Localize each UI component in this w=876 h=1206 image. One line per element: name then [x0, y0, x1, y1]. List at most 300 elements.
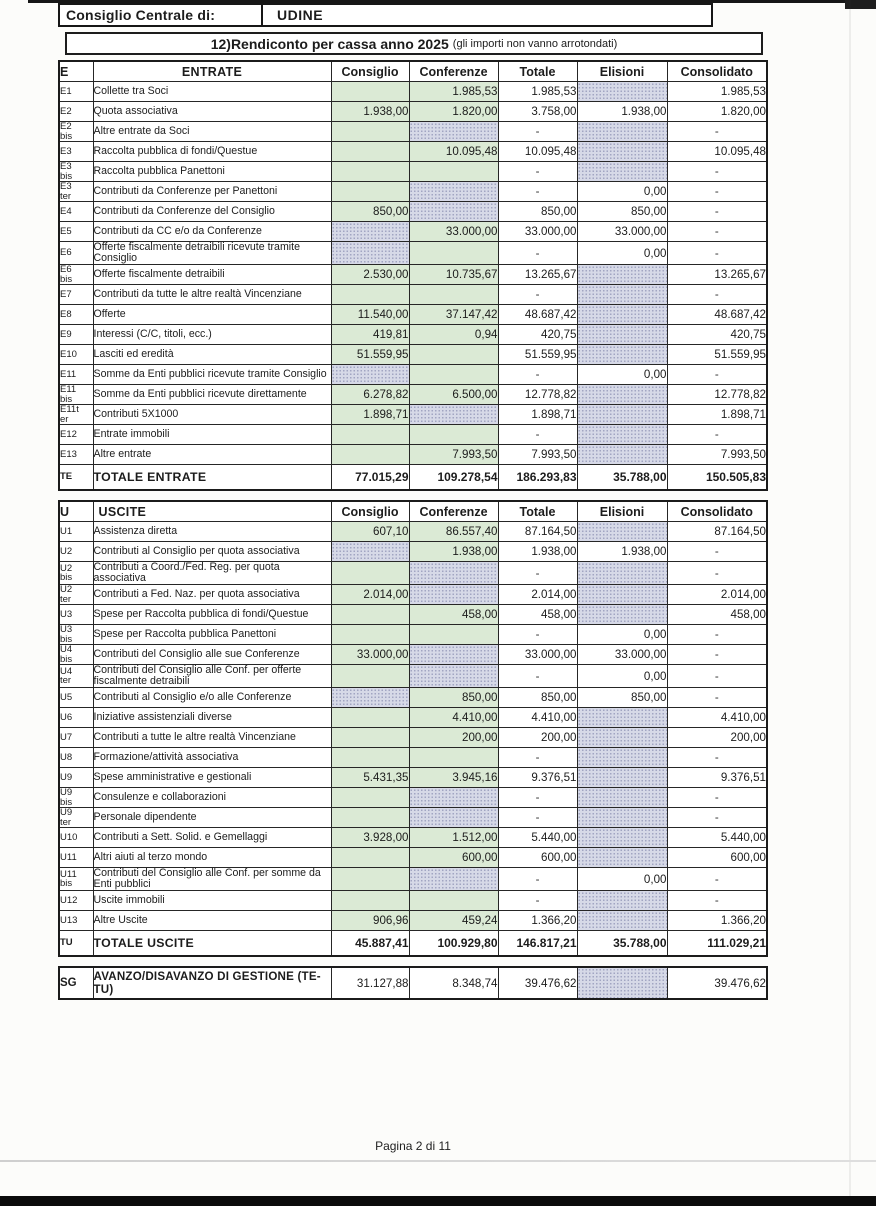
cell-consiglio — [331, 748, 409, 768]
cell-consolidato: 9.376,51 — [667, 768, 767, 788]
row-label: Contributi a Sett. Solid. e Gemellaggi — [93, 828, 331, 848]
cell-consiglio — [331, 788, 409, 808]
table-row-e4 — [59, 202, 767, 222]
cell-conferenze — [409, 162, 498, 182]
table-row-e11t-er — [59, 405, 767, 425]
cell-conferenze — [409, 748, 498, 768]
row-label: Quota associativa — [93, 102, 331, 122]
cell-consiglio — [331, 445, 409, 465]
row-code: U9 ter — [59, 808, 93, 828]
table-row-e3-ter — [59, 182, 767, 202]
cell-consolidato: - — [667, 891, 767, 911]
cell-consiglio — [331, 808, 409, 828]
cell-conferenze: 109.278,54 — [409, 465, 498, 491]
entrate-table — [58, 60, 768, 491]
cell-totale: - — [498, 891, 577, 911]
org-header-box — [58, 3, 713, 27]
column-header-totale: Totale — [498, 501, 577, 522]
cell-conferenze — [409, 285, 498, 305]
row-code: E3 — [59, 142, 93, 162]
cell-conferenze — [409, 405, 498, 425]
row-label: Offerte — [93, 305, 331, 325]
table-row-e7 — [59, 285, 767, 305]
cell-totale: - — [498, 242, 577, 265]
cell-totale: 600,00 — [498, 848, 577, 868]
cell-consiglio: 31.127,88 — [331, 967, 409, 999]
cell-consiglio: 850,00 — [331, 202, 409, 222]
cell-conferenze: 0,94 — [409, 325, 498, 345]
org-value: UDINE — [277, 7, 324, 23]
cell-conferenze: 459,24 — [409, 911, 498, 931]
total-row-tu — [59, 931, 767, 957]
row-label: Altre entrate — [93, 445, 331, 465]
cell-conferenze — [409, 788, 498, 808]
cell-totale: - — [498, 788, 577, 808]
row-label: Offerte fiscalmente detraibili ricevute tramite Consiglio — [93, 242, 331, 265]
column-header-elisioni: Elisioni — [577, 501, 667, 522]
row-label: Interessi (C/C, titoli, ecc.) — [93, 325, 331, 345]
cell-conferenze — [409, 365, 498, 385]
row-code: U12 — [59, 891, 93, 911]
table-row-u10 — [59, 828, 767, 848]
row-code: SG — [59, 967, 93, 999]
cell-conferenze — [409, 645, 498, 665]
cell-consolidato: 7.993,50 — [667, 445, 767, 465]
cell-consiglio — [331, 242, 409, 265]
cell-consiglio — [331, 122, 409, 142]
cell-elisioni: 35.788,00 — [577, 465, 667, 491]
cell-consiglio: 6.278,82 — [331, 385, 409, 405]
table-row-e6-bis — [59, 265, 767, 285]
table-row-u7 — [59, 728, 767, 748]
cell-consolidato: 420,75 — [667, 325, 767, 345]
cell-totale: 186.293,83 — [498, 465, 577, 491]
row-code: E6 bis — [59, 265, 93, 285]
row-code: E1 — [59, 82, 93, 102]
cell-elisioni — [577, 748, 667, 768]
cell-conferenze: 458,00 — [409, 605, 498, 625]
column-header-consiglio: Consiglio — [331, 501, 409, 522]
column-header-consiglio: Consiglio — [331, 61, 409, 82]
cell-elisioni — [577, 265, 667, 285]
row-label: Spese amministrative e gestionali — [93, 768, 331, 788]
cell-conferenze — [409, 562, 498, 585]
row-code: U3 — [59, 605, 93, 625]
cell-totale: 51.559,95 — [498, 345, 577, 365]
cell-elisioni — [577, 828, 667, 848]
cell-consolidato: 48.687,42 — [667, 305, 767, 325]
row-label: Contributi a tutte le altre realtà Vincenziane — [93, 728, 331, 748]
cell-totale: - — [498, 625, 577, 645]
cell-consiglio — [331, 688, 409, 708]
cell-consolidato: 4.410,00 — [667, 708, 767, 728]
cell-consolidato: 2.014,00 — [667, 585, 767, 605]
cell-consolidato: 1.898,71 — [667, 405, 767, 425]
row-label: TOTALE USCITE — [93, 931, 331, 957]
table-row-sg — [59, 967, 767, 999]
table-row-e3 — [59, 142, 767, 162]
cell-conferenze — [409, 891, 498, 911]
cell-totale: 2.014,00 — [498, 585, 577, 605]
row-code: U4 ter — [59, 665, 93, 688]
cell-totale: 5.440,00 — [498, 828, 577, 848]
row-label: Iniziative assistenziali diverse — [93, 708, 331, 728]
cell-consiglio — [331, 665, 409, 688]
cell-consiglio: 2.014,00 — [331, 585, 409, 605]
cell-consolidato: - — [667, 122, 767, 142]
row-code: U6 — [59, 708, 93, 728]
row-code: U3 bis — [59, 625, 93, 645]
cell-elisioni — [577, 562, 667, 585]
cell-totale: 10.095,48 — [498, 142, 577, 162]
report-title-note: (gli importi non vanno arrotondati) — [452, 37, 618, 50]
cell-consiglio: 906,96 — [331, 911, 409, 931]
cell-totale: 458,00 — [498, 605, 577, 625]
table-row-e11 — [59, 365, 767, 385]
row-label: Somme da Enti pubblici ricevute tramite Consiglio — [93, 365, 331, 385]
report-title: 12)Rendiconto per cassa anno 2025 — [210, 35, 449, 52]
row-label: Formazione/attività associativa — [93, 748, 331, 768]
uscite-section-header: USCITE — [93, 501, 331, 522]
total-row-te — [59, 465, 767, 491]
table-row-e1 — [59, 82, 767, 102]
cell-elisioni — [577, 808, 667, 828]
row-label: Contributi al Consiglio e/o alle Conferenze — [93, 688, 331, 708]
row-code: E2 bis — [59, 122, 93, 142]
cell-elisioni: 1.938,00 — [577, 102, 667, 122]
row-label: Contributi da tutte le altre realtà Vincenziane — [93, 285, 331, 305]
cell-consiglio: 607,10 — [331, 522, 409, 542]
org-label: Consiglio Centrale di: — [66, 7, 216, 23]
row-label: Contributi a Fed. Naz. per quota associativa — [93, 585, 331, 605]
row-code: E2 — [59, 102, 93, 122]
cell-elisioni — [577, 142, 667, 162]
cell-conferenze: 8.348,74 — [409, 967, 498, 999]
cell-consolidato: - — [667, 425, 767, 445]
cell-conferenze — [409, 122, 498, 142]
cell-totale: 1.938,00 — [498, 542, 577, 562]
cell-consiglio — [331, 182, 409, 202]
row-code: E5 — [59, 222, 93, 242]
table-row-e6 — [59, 242, 767, 265]
table-row-u13 — [59, 911, 767, 931]
cell-consolidato: - — [667, 645, 767, 665]
cell-elisioni — [577, 911, 667, 931]
cell-conferenze: 1.985,53 — [409, 82, 498, 102]
cell-consiglio — [331, 142, 409, 162]
cell-elisioni: 0,00 — [577, 242, 667, 265]
cell-totale: 7.993,50 — [498, 445, 577, 465]
cell-consolidato: - — [667, 688, 767, 708]
row-label: AVANZO/DISAVANZO DI GESTIONE (TE-TU) — [93, 967, 331, 999]
row-label: Contributi del Consiglio alle Conf. per somme da Enti pubblici — [93, 868, 331, 891]
cell-consolidato: - — [667, 788, 767, 808]
cell-conferenze: 100.929,80 — [409, 931, 498, 957]
cell-conferenze: 1.820,00 — [409, 102, 498, 122]
cell-totale: - — [498, 808, 577, 828]
cell-elisioni — [577, 285, 667, 305]
cell-conferenze — [409, 585, 498, 605]
cell-conferenze — [409, 182, 498, 202]
row-label: Collette tra Soci — [93, 82, 331, 102]
cell-elisioni — [577, 405, 667, 425]
cell-consiglio — [331, 848, 409, 868]
row-label: Entrate immobili — [93, 425, 331, 445]
row-label: Altri aiuti al terzo mondo — [93, 848, 331, 868]
cell-consolidato: - — [667, 868, 767, 891]
cell-elisioni: 0,00 — [577, 365, 667, 385]
table-row-u3-bis — [59, 625, 767, 645]
row-code: U2 — [59, 542, 93, 562]
cell-elisioni — [577, 768, 667, 788]
table-row-e2-bis — [59, 122, 767, 142]
cell-consiglio — [331, 891, 409, 911]
cell-conferenze — [409, 345, 498, 365]
table-row-u5 — [59, 688, 767, 708]
cell-consiglio — [331, 868, 409, 891]
row-label: Contributi del Consiglio alle Conf. per offerte fiscalmente detraibili — [93, 665, 331, 688]
cell-totale: 4.410,00 — [498, 708, 577, 728]
cell-elisioni — [577, 325, 667, 345]
cell-consolidato: - — [667, 625, 767, 645]
page-number: Pagina 2 di 11 — [375, 1139, 451, 1153]
cell-elisioni: 850,00 — [577, 688, 667, 708]
cell-elisioni — [577, 162, 667, 182]
row-label: Lasciti ed eredità — [93, 345, 331, 365]
row-code: E12 — [59, 425, 93, 445]
cell-consolidato: - — [667, 182, 767, 202]
cell-elisioni: 0,00 — [577, 665, 667, 688]
cell-consolidato: 10.095,48 — [667, 142, 767, 162]
cell-conferenze: 10.095,48 — [409, 142, 498, 162]
cell-consolidato: 111.029,21 — [667, 931, 767, 957]
row-label: Offerte fiscalmente detraibili — [93, 265, 331, 285]
cell-consolidato: 5.440,00 — [667, 828, 767, 848]
cell-elisioni — [577, 891, 667, 911]
cell-consolidato: - — [667, 562, 767, 585]
table-row-e11-bis — [59, 385, 767, 405]
cell-consiglio — [331, 222, 409, 242]
row-label: Spese per Raccolta pubblica Panettoni — [93, 625, 331, 645]
row-label: Contributi da CC e/o da Conferenze — [93, 222, 331, 242]
row-code: U10 — [59, 828, 93, 848]
cell-consolidato: 1.985,53 — [667, 82, 767, 102]
column-header-conferenze: Conferenze — [409, 501, 498, 522]
cell-conferenze: 33.000,00 — [409, 222, 498, 242]
table-row-u4-bis — [59, 645, 767, 665]
cell-totale: - — [498, 425, 577, 445]
cell-conferenze: 7.993,50 — [409, 445, 498, 465]
table-row-u11 — [59, 848, 767, 868]
row-code: U2 bis — [59, 562, 93, 585]
cell-totale: 12.778,82 — [498, 385, 577, 405]
table-row-u1 — [59, 522, 767, 542]
cell-elisioni: 0,00 — [577, 868, 667, 891]
cell-elisioni: 850,00 — [577, 202, 667, 222]
cell-consolidato: - — [667, 242, 767, 265]
cell-consolidato: 12.778,82 — [667, 385, 767, 405]
uscite-header-row — [59, 501, 767, 522]
cell-elisioni: 0,00 — [577, 625, 667, 645]
row-label: Contributi a Coord./Fed. Reg. per quota associativa — [93, 562, 331, 585]
row-code: U4 bis — [59, 645, 93, 665]
report-title-box — [65, 32, 763, 55]
row-code: E3 ter — [59, 182, 93, 202]
row-code: U8 — [59, 748, 93, 768]
row-label: Contributi del Consiglio alle sue Conferenze — [93, 645, 331, 665]
table-row-u9-bis — [59, 788, 767, 808]
row-label: Raccolta pubblica di fondi/Questue — [93, 142, 331, 162]
cell-totale: - — [498, 122, 577, 142]
cell-totale: 1.985,53 — [498, 82, 577, 102]
table-row-u2-ter — [59, 585, 767, 605]
cell-conferenze — [409, 808, 498, 828]
cell-conferenze — [409, 868, 498, 891]
entrate-header-row — [59, 61, 767, 82]
table-row-e2 — [59, 102, 767, 122]
cell-consiglio: 11.540,00 — [331, 305, 409, 325]
row-code: E6 — [59, 242, 93, 265]
cell-totale: 87.164,50 — [498, 522, 577, 542]
cell-consiglio — [331, 562, 409, 585]
cell-consolidato: - — [667, 202, 767, 222]
cell-consolidato: - — [667, 285, 767, 305]
cell-totale: 3.758,00 — [498, 102, 577, 122]
entrate-section-header: ENTRATE — [93, 61, 331, 82]
cell-elisioni — [577, 522, 667, 542]
cell-conferenze — [409, 665, 498, 688]
row-label: Altre Uscite — [93, 911, 331, 931]
table-row-e8 — [59, 305, 767, 325]
cell-totale: - — [498, 665, 577, 688]
cell-conferenze: 37.147,42 — [409, 305, 498, 325]
row-label: Contributi da Conferenze per Panettoni — [93, 182, 331, 202]
row-code: TU — [59, 931, 93, 957]
cell-totale: 33.000,00 — [498, 645, 577, 665]
row-code: E3 bis — [59, 162, 93, 182]
table-row-u9 — [59, 768, 767, 788]
uscite-table — [58, 500, 768, 957]
cell-consiglio — [331, 365, 409, 385]
cell-consolidato: - — [667, 748, 767, 768]
cell-consolidato: 150.505,83 — [667, 465, 767, 491]
cell-consolidato: - — [667, 542, 767, 562]
table-row-u2 — [59, 542, 767, 562]
row-label: Consulenze e collaborazioni — [93, 788, 331, 808]
cell-consolidato: - — [667, 222, 767, 242]
cell-elisioni — [577, 445, 667, 465]
cell-totale: 9.376,51 — [498, 768, 577, 788]
row-code: U7 — [59, 728, 93, 748]
table-row-u12 — [59, 891, 767, 911]
cell-elisioni: 33.000,00 — [577, 645, 667, 665]
table-row-u2-bis — [59, 562, 767, 585]
cell-elisioni — [577, 788, 667, 808]
table-row-u3 — [59, 605, 767, 625]
cell-consolidato: 458,00 — [667, 605, 767, 625]
cell-consiglio — [331, 425, 409, 445]
table-row-u6 — [59, 708, 767, 728]
cell-elisioni — [577, 585, 667, 605]
cell-consiglio — [331, 82, 409, 102]
cell-elisioni: 0,00 — [577, 182, 667, 202]
row-label: Assistenza diretta — [93, 522, 331, 542]
row-code: U11 — [59, 848, 93, 868]
table-row-e9 — [59, 325, 767, 345]
table-row-e13 — [59, 445, 767, 465]
cell-consiglio — [331, 728, 409, 748]
uscite-code-header: U — [59, 501, 93, 522]
cell-consiglio: 77.015,29 — [331, 465, 409, 491]
cell-totale: - — [498, 562, 577, 585]
row-code: E9 — [59, 325, 93, 345]
table-row-e10 — [59, 345, 767, 365]
table-row-u11-bis — [59, 868, 767, 891]
table-row-u8 — [59, 748, 767, 768]
row-label: Raccolta pubblica Panettoni — [93, 162, 331, 182]
table-row-e5 — [59, 222, 767, 242]
cell-consolidato: - — [667, 808, 767, 828]
cell-totale: 13.265,67 — [498, 265, 577, 285]
row-code: U1 — [59, 522, 93, 542]
cell-consolidato: 87.164,50 — [667, 522, 767, 542]
summary-table — [58, 966, 768, 1000]
cell-consolidato: 13.265,67 — [667, 265, 767, 285]
cell-elisioni — [577, 605, 667, 625]
row-label: Contributi 5X1000 — [93, 405, 331, 425]
cell-conferenze: 6.500,00 — [409, 385, 498, 405]
cell-conferenze — [409, 625, 498, 645]
cell-elisioni — [577, 728, 667, 748]
cell-consolidato: 39.476,62 — [667, 967, 767, 999]
page-content — [58, 3, 768, 1000]
cell-consolidato: 600,00 — [667, 848, 767, 868]
cell-consolidato: 51.559,95 — [667, 345, 767, 365]
column-header-elisioni: Elisioni — [577, 61, 667, 82]
cell-consiglio — [331, 542, 409, 562]
cell-conferenze: 10.735,67 — [409, 265, 498, 285]
cell-consiglio: 1.898,71 — [331, 405, 409, 425]
row-code: U13 — [59, 911, 93, 931]
cell-consiglio: 3.928,00 — [331, 828, 409, 848]
cell-consolidato: - — [667, 365, 767, 385]
row-code: TE — [59, 465, 93, 491]
cell-elisioni — [577, 82, 667, 102]
row-code: E10 — [59, 345, 93, 365]
cell-consolidato: - — [667, 665, 767, 688]
cell-conferenze — [409, 425, 498, 445]
cell-consiglio: 51.559,95 — [331, 345, 409, 365]
table-row-u9-ter — [59, 808, 767, 828]
cell-elisioni — [577, 425, 667, 445]
row-label: Uscite immobili — [93, 891, 331, 911]
row-label: Spese per Raccolta pubblica di fondi/Questue — [93, 605, 331, 625]
scan-edge-right — [849, 0, 851, 1206]
cell-totale: - — [498, 365, 577, 385]
cell-elisioni — [577, 345, 667, 365]
cell-consiglio: 33.000,00 — [331, 645, 409, 665]
column-header-conferenze: Conferenze — [409, 61, 498, 82]
cell-totale: - — [498, 285, 577, 305]
cell-totale: 420,75 — [498, 325, 577, 345]
cell-elisioni: 33.000,00 — [577, 222, 667, 242]
row-code: E4 — [59, 202, 93, 222]
cell-conferenze — [409, 242, 498, 265]
column-header-totale: Totale — [498, 61, 577, 82]
entrate-code-header: E — [59, 61, 93, 82]
table-row-e12 — [59, 425, 767, 445]
table-row-e3-bis — [59, 162, 767, 182]
